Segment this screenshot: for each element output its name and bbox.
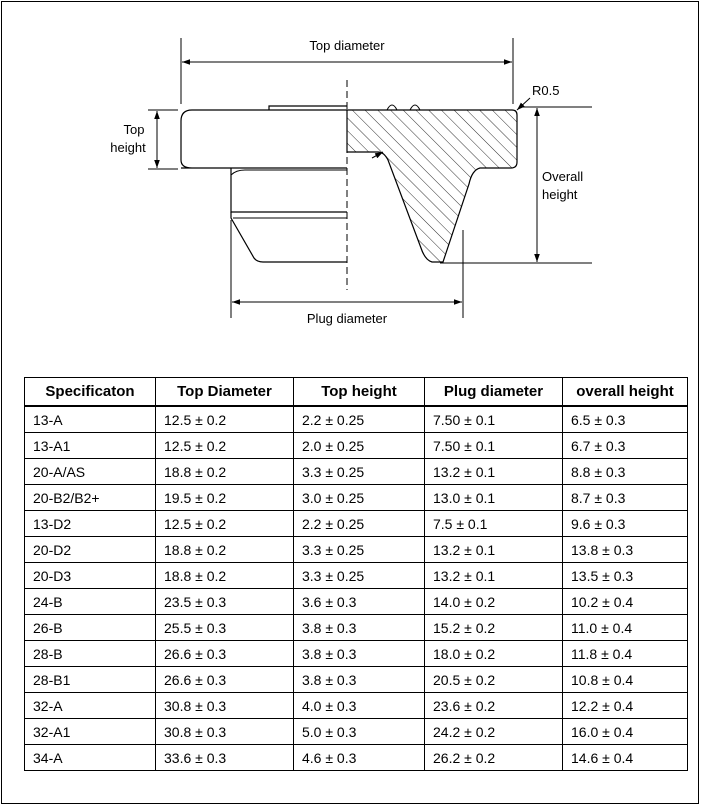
radius-label: R0.5 [532, 83, 560, 98]
table-row [25, 693, 688, 719]
cell-plug-diameter: 7.50 ± 0.1 [425, 406, 563, 433]
cell-top-height: 3.6 ± 0.3 [294, 589, 425, 615]
cell-specification: 20-A/AS [25, 459, 156, 485]
cell-specification: 28-B1 [25, 667, 156, 693]
cell-top-diameter: 18.8 ± 0.2 [156, 563, 294, 589]
cell-plug-diameter: 13.2 ± 0.1 [425, 537, 563, 563]
table-row [25, 537, 688, 563]
cell-top-diameter: 33.6 ± 0.3 [156, 745, 294, 771]
cell-top-height: 3.3 ± 0.25 [294, 537, 425, 563]
spec-table [24, 377, 688, 771]
inner-leader [372, 152, 383, 158]
cell-plug-diameter: 18.0 ± 0.2 [425, 641, 563, 667]
cell-plug-diameter: 13.2 ± 0.1 [425, 563, 563, 589]
cell-specification: 20-D3 [25, 563, 156, 589]
cell-top-diameter: 23.5 ± 0.3 [156, 589, 294, 615]
cell-overall-height: 12.2 ± 0.4 [563, 693, 688, 719]
stopper-drawing [0, 0, 701, 370]
header-plug-diameter: Plug diameter [425, 378, 563, 407]
cell-top-diameter: 12.5 ± 0.2 [156, 511, 294, 537]
overall-height-label-2: height [542, 187, 578, 202]
table-row [25, 563, 688, 589]
table-row [25, 745, 688, 771]
cell-overall-height: 14.6 ± 0.4 [563, 745, 688, 771]
cell-overall-height: 16.0 ± 0.4 [563, 719, 688, 745]
cell-top-diameter: 26.6 ± 0.3 [156, 641, 294, 667]
cell-overall-height: 6.5 ± 0.3 [563, 406, 688, 433]
cell-overall-height: 9.6 ± 0.3 [563, 511, 688, 537]
cell-plug-diameter: 23.6 ± 0.2 [425, 693, 563, 719]
cell-top-diameter: 25.5 ± 0.3 [156, 615, 294, 641]
top-diameter-label: Top diameter [309, 38, 385, 53]
cell-plug-diameter: 26.2 ± 0.2 [425, 745, 563, 771]
cell-specification: 20-B2/B2+ [25, 485, 156, 511]
cell-top-height: 3.0 ± 0.25 [294, 485, 425, 511]
table-header-row [25, 378, 688, 407]
top-height-label-1: Top [123, 122, 145, 137]
cell-specification: 20-D2 [25, 537, 156, 563]
header-specification: Specificaton [25, 378, 156, 407]
table-row [25, 589, 688, 615]
cell-top-height: 2.2 ± 0.25 [294, 406, 425, 433]
cell-plug-diameter: 15.2 ± 0.2 [425, 615, 563, 641]
plug-diameter-label: Plug diameter [306, 311, 388, 326]
cell-plug-diameter: 20.5 ± 0.2 [425, 667, 563, 693]
cell-specification: 32-A1 [25, 719, 156, 745]
radius-leader [517, 98, 530, 110]
header-top-height: Top height [294, 378, 425, 407]
cell-top-height: 4.6 ± 0.3 [294, 745, 425, 771]
table-row [25, 459, 688, 485]
table-row [25, 433, 688, 459]
cell-overall-height: 8.8 ± 0.3 [563, 459, 688, 485]
cell-overall-height: 10.8 ± 0.4 [563, 667, 688, 693]
cell-top-height: 3.3 ± 0.25 [294, 459, 425, 485]
cell-top-diameter: 18.8 ± 0.2 [156, 459, 294, 485]
cell-top-height: 3.8 ± 0.3 [294, 667, 425, 693]
header-overall-height: overall height [563, 378, 688, 407]
cell-top-height: 2.0 ± 0.25 [294, 433, 425, 459]
cell-top-diameter: 12.5 ± 0.2 [156, 406, 294, 433]
cell-top-height: 3.8 ± 0.3 [294, 615, 425, 641]
cell-specification: 13-D2 [25, 511, 156, 537]
table-body [25, 406, 688, 771]
cell-plug-diameter: 7.50 ± 0.1 [425, 433, 563, 459]
cell-specification: 32-A [25, 693, 156, 719]
stopper-section-hatched [347, 110, 517, 262]
flange-under-line [231, 170, 347, 175]
cell-specification: 13-A1 [25, 433, 156, 459]
cell-top-diameter: 30.8 ± 0.3 [156, 693, 294, 719]
cell-top-diameter: 12.5 ± 0.2 [156, 433, 294, 459]
table-row [25, 511, 688, 537]
cell-top-height: 5.0 ± 0.3 [294, 719, 425, 745]
cell-top-height: 4.0 ± 0.3 [294, 693, 425, 719]
cell-top-height: 3.3 ± 0.25 [294, 563, 425, 589]
cell-specification: 28-B [25, 641, 156, 667]
cell-plug-diameter: 14.0 ± 0.2 [425, 589, 563, 615]
table-row [25, 667, 688, 693]
cell-overall-height: 13.5 ± 0.3 [563, 563, 688, 589]
table-row [25, 719, 688, 745]
cell-overall-height: 13.8 ± 0.3 [563, 537, 688, 563]
table-row [25, 406, 688, 433]
cell-overall-height: 8.7 ± 0.3 [563, 485, 688, 511]
cell-plug-diameter: 24.2 ± 0.2 [425, 719, 563, 745]
cell-overall-height: 10.2 ± 0.4 [563, 589, 688, 615]
cell-top-diameter: 26.6 ± 0.3 [156, 667, 294, 693]
cell-specification: 34-A [25, 745, 156, 771]
top-bump-2 [410, 105, 420, 110]
cell-plug-diameter: 13.2 ± 0.1 [425, 459, 563, 485]
top-bump-1 [387, 105, 397, 110]
table-row [25, 615, 688, 641]
cell-specification: 13-A [25, 406, 156, 433]
cell-overall-height: 11.8 ± 0.4 [563, 641, 688, 667]
cell-top-diameter: 18.8 ± 0.2 [156, 537, 294, 563]
stopper-outline-left [181, 106, 347, 212]
header-top-diameter: Top Diameter [156, 378, 294, 407]
cell-plug-diameter: 7.5 ± 0.1 [425, 511, 563, 537]
plug-taper-left [231, 212, 347, 262]
cell-overall-height: 11.0 ± 0.4 [563, 615, 688, 641]
cell-overall-height: 6.7 ± 0.3 [563, 433, 688, 459]
cell-top-diameter: 19.5 ± 0.2 [156, 485, 294, 511]
overall-height-label-1: Overall [542, 169, 584, 184]
cell-top-height: 3.8 ± 0.3 [294, 641, 425, 667]
cell-top-diameter: 30.8 ± 0.3 [156, 719, 294, 745]
cell-specification: 24-B [25, 589, 156, 615]
cell-specification: 26-B [25, 615, 156, 641]
table-row [25, 641, 688, 667]
cell-top-height: 2.2 ± 0.25 [294, 511, 425, 537]
table-row [25, 485, 688, 511]
top-height-label-2: height [110, 140, 146, 155]
cell-plug-diameter: 13.0 ± 0.1 [425, 485, 563, 511]
